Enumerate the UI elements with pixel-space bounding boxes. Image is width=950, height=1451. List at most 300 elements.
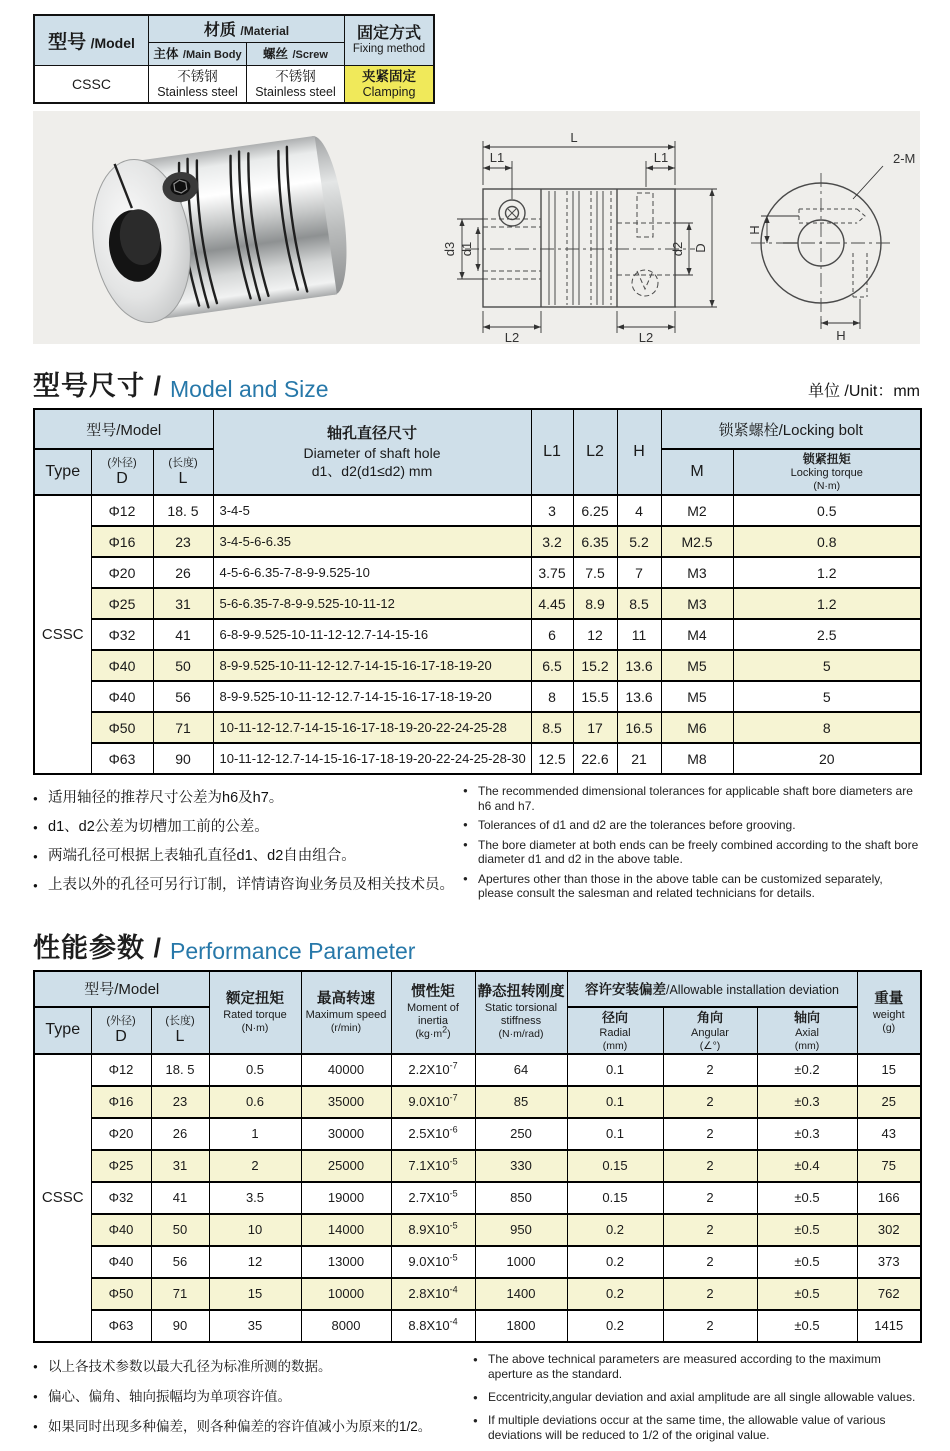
col-header-L2: L2	[573, 409, 617, 495]
table-row	[34, 712, 921, 743]
screw-value-en: Stainless steel	[255, 84, 336, 99]
cell: 0.1	[567, 1086, 663, 1118]
cell: 15.5	[573, 681, 617, 712]
cell: 19000	[301, 1182, 391, 1214]
cell: 13.6	[617, 681, 661, 712]
axial-unit: (mm)	[794, 1039, 820, 1052]
type-cell: CSSC	[34, 495, 91, 774]
dim-label-L2: L2	[504, 330, 520, 345]
cell: 2.5	[733, 619, 921, 650]
screw-value-cn: 不锈钢	[275, 68, 316, 84]
cell: Φ40	[91, 1214, 151, 1246]
cell: 302	[857, 1214, 921, 1246]
note-item: ● Tolerances of d1 and d2 are the tolerances before grooving.	[463, 818, 920, 833]
deviation-group-cn: 容许安装偏差	[584, 982, 666, 997]
axial-en: Axial	[795, 1026, 819, 1039]
perf-table	[33, 970, 922, 1343]
rated-torque-unit: (N·m)	[241, 1021, 269, 1034]
cell: 1	[209, 1118, 301, 1150]
cell: 8	[531, 681, 573, 712]
col-header-shaft-hole	[213, 409, 531, 495]
col-header-outer-diameter	[91, 1007, 151, 1054]
cell: 3.75	[531, 557, 573, 588]
cell: 2	[663, 1310, 757, 1342]
cell: 2	[663, 1054, 757, 1086]
cell: 15	[209, 1278, 301, 1310]
cell: 75	[857, 1150, 921, 1182]
cell: 2	[663, 1182, 757, 1214]
cell: M3	[661, 588, 733, 619]
main-body-value-en: Stainless steel	[157, 84, 238, 99]
cell: 56	[151, 1246, 209, 1278]
cell: 0.1	[567, 1054, 663, 1086]
cell: 0.15	[567, 1182, 663, 1214]
cell: 0.2	[567, 1310, 663, 1342]
col-header-M: M	[661, 449, 733, 495]
cell: 90	[153, 743, 213, 774]
cell: 21	[617, 743, 661, 774]
table-row	[34, 1214, 921, 1246]
cell: 7	[617, 557, 661, 588]
cell: 10-11-12-12.7-14-15-16-17-18-19-20-22-24-25-28-30	[213, 743, 531, 774]
cell: 6.35	[573, 526, 617, 557]
cell: 1.2	[733, 557, 921, 588]
note-item: ● The bore diameter at both ends can be freely combined according to the shaft bore diameter d1 and d2 in the above table.	[463, 838, 920, 867]
col-header-model-group: 型号/Model	[34, 409, 213, 449]
table-row	[34, 1086, 921, 1118]
main-body-label-cn: 主体	[153, 47, 179, 61]
table-row	[34, 526, 921, 557]
cell: 7.5	[573, 557, 617, 588]
table-row	[34, 1118, 921, 1150]
size-section-title-en: Model and Size	[170, 376, 329, 402]
locking-torque-cn: 锁紧扭矩	[802, 451, 851, 466]
cell: M4	[661, 619, 733, 650]
shaft-hole-range: d1、d2(d1≤d2) mm	[311, 463, 433, 479]
cell: 15	[857, 1054, 921, 1086]
length-cn: (长度)	[165, 1015, 195, 1027]
dim-label-H: H	[747, 225, 762, 235]
cell: 31	[153, 588, 213, 619]
dimension-drawing-image	[421, 111, 921, 344]
cell: $9.0X10^{-7}$	[391, 1086, 475, 1118]
weight-cn: 重量	[874, 990, 904, 1007]
rated-torque-en: Rated torque	[223, 1008, 287, 1021]
col-header-outer-diameter	[91, 449, 153, 495]
cell: $8.8X10^{-4}$	[391, 1310, 475, 1342]
cell: 23	[153, 526, 213, 557]
cell: 8-9-9.525-10-11-12-12.7-14-15-16-17-18-19-20	[213, 681, 531, 712]
shaft-hole-cn: 轴孔直径尺寸	[326, 425, 417, 442]
cell: 25000	[301, 1150, 391, 1182]
col-header-deviation-group	[567, 971, 857, 1007]
screw-label-en: /Screw	[292, 49, 328, 61]
cell: 22.6	[573, 743, 617, 774]
dim-label-L: L	[570, 130, 578, 145]
note-item: ● 偏心、偏角、轴向振幅均为单项容许值。	[33, 1382, 473, 1412]
cell: 5.2	[617, 526, 661, 557]
cell: 0.15	[567, 1150, 663, 1182]
cell: Φ50	[91, 1278, 151, 1310]
dim-label-L2: L2	[638, 330, 654, 345]
col-header-axial	[757, 1007, 857, 1054]
screw-label-cn: 螺丝	[263, 47, 289, 61]
outer-diameter-cn: (外径)	[106, 1015, 136, 1027]
col-header-L1: L1	[531, 409, 573, 495]
cell: $9.0X10^{-5}$	[391, 1246, 475, 1278]
perf-section-header	[33, 926, 920, 965]
col-header-static-stiffness	[475, 971, 567, 1054]
table-row	[34, 1246, 921, 1278]
cell: 14000	[301, 1214, 391, 1246]
max-speed-unit: (r/min)	[330, 1021, 362, 1034]
size-section-title-cn: 型号尺寸 /	[33, 371, 163, 401]
cell: ±0.5	[757, 1246, 857, 1278]
note-item: ● Eccentricity,angular deviation and axial amplitude are all single allowable values.	[473, 1390, 920, 1405]
dim-label-L1: L1	[489, 150, 505, 165]
length-letter: L	[178, 470, 188, 487]
col-header-type: Type	[34, 449, 91, 495]
cell: 2	[663, 1086, 757, 1118]
max-speed-cn: 最高转速	[317, 990, 375, 1007]
cell: 35000	[301, 1086, 391, 1118]
cell: ±0.3	[757, 1118, 857, 1150]
cell: 1.2	[733, 588, 921, 619]
cell: 26	[153, 557, 213, 588]
table-row	[34, 1150, 921, 1182]
col-header-model-group: 型号/Model	[34, 971, 209, 1007]
cell: 5	[733, 650, 921, 681]
cell: 10-11-12-12.7-14-15-16-17-18-19-20-22-24-25-28	[213, 712, 531, 743]
cell: 166	[857, 1182, 921, 1214]
cell: 2	[663, 1214, 757, 1246]
perf-section-title-en: Performance Parameter	[170, 937, 416, 964]
cell: 4-5-6-6.35-7-8-9-9.525-10	[213, 557, 531, 588]
length-letter: L	[175, 1028, 185, 1045]
cell: M5	[661, 650, 733, 681]
note-item: ● 两端孔径可根据上表轴孔直径d1、d2自由组合。	[33, 842, 463, 871]
main-body-label-en: /Main Body	[182, 49, 242, 61]
cell: Φ25	[91, 588, 153, 619]
note-item: ● The recommended dimensional tolerances for applicable shaft bore diameters are h6 and h7.	[463, 784, 920, 813]
cell: 26	[151, 1118, 209, 1150]
dim-label-d1: d1	[459, 241, 474, 257]
info-table	[33, 14, 435, 104]
cell: 6	[531, 619, 573, 650]
rated-torque-cn: 额定扭矩	[226, 990, 284, 1007]
fixing-value-cn: 夹紧固定	[362, 68, 416, 84]
radial-en: Radial	[599, 1026, 631, 1039]
cell: 12	[209, 1246, 301, 1278]
locking-torque-en: Locking torque	[790, 466, 863, 479]
note-item: ● d1、d2公差为切槽加工前的公差。	[33, 813, 463, 842]
cell: ±0.4	[757, 1150, 857, 1182]
cell: 762	[857, 1278, 921, 1310]
cell: 8.5	[531, 712, 573, 743]
cell: 0.8	[733, 526, 921, 557]
cell: M3	[661, 557, 733, 588]
radial-cn: 径向	[601, 1009, 628, 1025]
cell: 1000	[475, 1246, 567, 1278]
perf-notes-en	[473, 1352, 920, 1451]
deviation-group-en: /Allowable installation deviation	[665, 983, 840, 997]
stiffness-en: Static torsional stiffness	[484, 1002, 558, 1027]
cell: 13000	[301, 1246, 391, 1278]
col-header-screw	[247, 42, 345, 65]
cell: 90	[151, 1310, 209, 1342]
cell: 2	[663, 1150, 757, 1182]
stiffness-cn: 静态扭转刚度	[477, 984, 565, 1000]
cell: 0.2	[567, 1246, 663, 1278]
col-header-length	[153, 449, 213, 495]
cell: 40000	[301, 1054, 391, 1086]
col-header-type: Type	[34, 1007, 91, 1054]
cell: 373	[857, 1246, 921, 1278]
cell: 5-6-6.35-7-8-9-9.525-10-11-12	[213, 588, 531, 619]
cell: $2.5X10^{-6}$	[391, 1118, 475, 1150]
table-row	[34, 495, 921, 526]
cell: 35	[209, 1310, 301, 1342]
locking-torque-unit: (N·m)	[813, 479, 841, 492]
table-row	[34, 650, 921, 681]
size-notes-cn	[33, 784, 463, 906]
cell: Φ32	[91, 619, 153, 650]
cell: 31	[151, 1150, 209, 1182]
unit-label: 单位 /Unit：mm	[807, 383, 920, 400]
cell: ±0.5	[757, 1214, 857, 1246]
outer-diameter-cn: (外径)	[107, 457, 137, 469]
cell: 1415	[857, 1310, 921, 1342]
col-header-main-body	[149, 42, 247, 65]
table-row	[34, 1054, 921, 1086]
table-row	[34, 743, 921, 774]
cell: 85	[475, 1086, 567, 1118]
cell: 3-4-5-6-6.35	[213, 526, 531, 557]
cell: 10000	[301, 1278, 391, 1310]
size-section-header	[33, 364, 920, 403]
outer-diameter-letter: D	[116, 470, 128, 487]
outer-diameter-letter: D	[115, 1028, 127, 1045]
fixing-value-en: Clamping	[362, 84, 416, 99]
cell: Φ20	[91, 557, 153, 588]
cell: Φ12	[91, 1054, 151, 1086]
col-header-moment-of-inertia	[391, 971, 475, 1054]
cell: 8000	[301, 1310, 391, 1342]
cell: 1800	[475, 1310, 567, 1342]
cell: Φ20	[91, 1118, 151, 1150]
length-cn: (长度)	[168, 457, 198, 469]
cell: 43	[857, 1118, 921, 1150]
cell: 2	[663, 1246, 757, 1278]
cell: Φ32	[91, 1182, 151, 1214]
dim-label-d2: d2	[670, 241, 685, 257]
dim-label-d3: d3	[442, 241, 457, 257]
angular-unit: (∠°)	[699, 1039, 721, 1052]
size-table	[33, 408, 922, 775]
cell: 8.9	[573, 588, 617, 619]
cell: 50	[153, 650, 213, 681]
perf-notes-cn	[33, 1352, 473, 1451]
model-label-cn: 型号	[48, 31, 87, 53]
table-row	[34, 619, 921, 650]
inertia-cn: 惯性矩	[411, 984, 455, 1000]
note-item: ● The above technical parameters are measured according to the maximum aperture as the standard.	[473, 1352, 920, 1382]
cell: 5	[733, 681, 921, 712]
col-header-locking-bolt-group: 锁紧螺栓/Locking bolt	[661, 409, 921, 449]
fixing-label-en: Fixing method	[352, 42, 426, 55]
cell: 8.5	[617, 588, 661, 619]
max-speed-en: Maximum speed	[305, 1008, 387, 1021]
cell: Φ40	[91, 681, 153, 712]
cell: 11	[617, 619, 661, 650]
cell: $2.7X10^{-5}$	[391, 1182, 475, 1214]
cell: 850	[475, 1182, 567, 1214]
cell: 3.5	[209, 1182, 301, 1214]
size-table-body	[34, 495, 921, 774]
cell: 64	[475, 1054, 567, 1086]
axial-cn: 轴向	[793, 1009, 820, 1025]
cell: Φ25	[91, 1150, 151, 1182]
table-row	[34, 557, 921, 588]
cell: 71	[151, 1278, 209, 1310]
cell: 2	[663, 1118, 757, 1150]
cell: 71	[153, 712, 213, 743]
col-header-max-speed	[301, 971, 391, 1054]
table-row	[34, 1278, 921, 1310]
dim-label-L1: L1	[653, 150, 669, 165]
cell: Φ63	[91, 1310, 151, 1342]
cell: 2	[209, 1150, 301, 1182]
table-row	[34, 588, 921, 619]
cell: 56	[153, 681, 213, 712]
cell: 18. 5	[153, 495, 213, 526]
cell: 3-4-5	[213, 495, 531, 526]
cell: 17	[573, 712, 617, 743]
cell: ±0.5	[757, 1182, 857, 1214]
main-body-value	[149, 65, 247, 103]
cell: M8	[661, 743, 733, 774]
cell: $2.2X10^{-7}$	[391, 1054, 475, 1086]
cell: M5	[661, 681, 733, 712]
radial-unit: (mm)	[602, 1039, 628, 1052]
cell: Φ12	[91, 495, 153, 526]
cell: $7.1X10^{-5}$	[391, 1150, 475, 1182]
table-row	[34, 1310, 921, 1342]
col-header-weight	[857, 971, 921, 1054]
cell: 950	[475, 1214, 567, 1246]
cell: Φ40	[91, 1246, 151, 1278]
cell: ±0.5	[757, 1278, 857, 1310]
cell: M2.5	[661, 526, 733, 557]
col-header-model	[34, 15, 149, 65]
screw-value	[247, 65, 345, 103]
cell: 8-9-9.525-10-11-12-12.7-14-15-16-17-18-19-20	[213, 650, 531, 681]
cell: 50	[151, 1214, 209, 1246]
cell: 16.5	[617, 712, 661, 743]
cell: 12	[573, 619, 617, 650]
cell: 8	[733, 712, 921, 743]
note-item: ● 适用轴径的推荐尺寸公差为h6及h7。	[33, 784, 463, 813]
cell: 0.5	[733, 495, 921, 526]
cell: Φ16	[91, 1086, 151, 1118]
col-header-angular	[663, 1007, 757, 1054]
col-header-material	[149, 15, 345, 42]
weight-unit: (g)	[882, 1021, 896, 1034]
cell: 2	[663, 1278, 757, 1310]
cell: 6.25	[573, 495, 617, 526]
cell: 0.2	[567, 1214, 663, 1246]
cell: 0.2	[567, 1278, 663, 1310]
cell: 23	[151, 1086, 209, 1118]
perf-table-body	[34, 1054, 921, 1342]
dim-label-2M: 2-M	[893, 151, 916, 166]
size-notes-en	[463, 784, 920, 906]
cell: M2	[661, 495, 733, 526]
note-item: ● 如果同时出现多种偏差，则各种偏差的容许值减小为原来的1/2。	[33, 1412, 473, 1442]
cell: 13.6	[617, 650, 661, 681]
cell: 10	[209, 1214, 301, 1246]
product-photo-image	[37, 111, 417, 344]
cell: 3.2	[531, 526, 573, 557]
cell: ±0.2	[757, 1054, 857, 1086]
cell: 0.5	[209, 1054, 301, 1086]
cell: 15.2	[573, 650, 617, 681]
model-value: CSSC	[34, 65, 149, 103]
cell: 41	[151, 1182, 209, 1214]
perf-section-title-cn: 性能参数 /	[33, 932, 163, 963]
cell: Φ40	[91, 650, 153, 681]
cell: 41	[153, 619, 213, 650]
table-row	[34, 681, 921, 712]
cell: 3	[531, 495, 573, 526]
shaft-hole-en: Diameter of shaft hole	[303, 445, 441, 461]
type-cell: CSSC	[34, 1054, 91, 1342]
col-header-H: H	[617, 409, 661, 495]
cell: Φ16	[91, 526, 153, 557]
fixing-value	[345, 65, 435, 103]
note-item: ● Apertures other than those in the above table can be customized separately, please consult the salesman and related technicians for details.	[463, 872, 920, 901]
material-label-cn: 材质	[203, 22, 236, 40]
note-item: ● 以上各技术参数以最大孔径为标准所测的数据。	[33, 1352, 473, 1382]
note-item: ● If multiple deviations occur at the same time, the allowable value of various deviations will be reduced to 1/2 of the original value.	[473, 1413, 920, 1443]
col-header-rated-torque	[209, 971, 301, 1054]
model-label-en: /Model	[90, 34, 135, 51]
product-visual-band	[33, 111, 920, 344]
cell: 250	[475, 1118, 567, 1150]
cell: 6-8-9-9.525-10-11-12-12.7-14-15-16	[213, 619, 531, 650]
angular-en: Angular	[691, 1026, 729, 1039]
material-label-en: /Material	[240, 24, 290, 39]
inertia-en: Moment of inertia	[407, 1002, 459, 1027]
table-row	[34, 1182, 921, 1214]
cell: Φ63	[91, 743, 153, 774]
cell: 0.6	[209, 1086, 301, 1118]
cell: 12.5	[531, 743, 573, 774]
cell: 6.5	[531, 650, 573, 681]
weight-en: weight	[872, 1008, 905, 1021]
main-body-value-cn: 不锈钢	[177, 68, 218, 84]
cell: M6	[661, 712, 733, 743]
cell: Φ50	[91, 712, 153, 743]
fixing-label-cn: 固定方式	[356, 24, 421, 42]
inertia-unit: $(kg\cdot m^2)$	[415, 1024, 451, 1040]
cell: $8.9X10^{-5}$	[391, 1214, 475, 1246]
dim-label-D: D	[693, 243, 708, 253]
col-header-locking-torque	[733, 449, 921, 495]
col-header-fixing-method	[345, 15, 435, 65]
cell: 25	[857, 1086, 921, 1118]
stiffness-unit: (N·m/rad)	[498, 1028, 544, 1040]
